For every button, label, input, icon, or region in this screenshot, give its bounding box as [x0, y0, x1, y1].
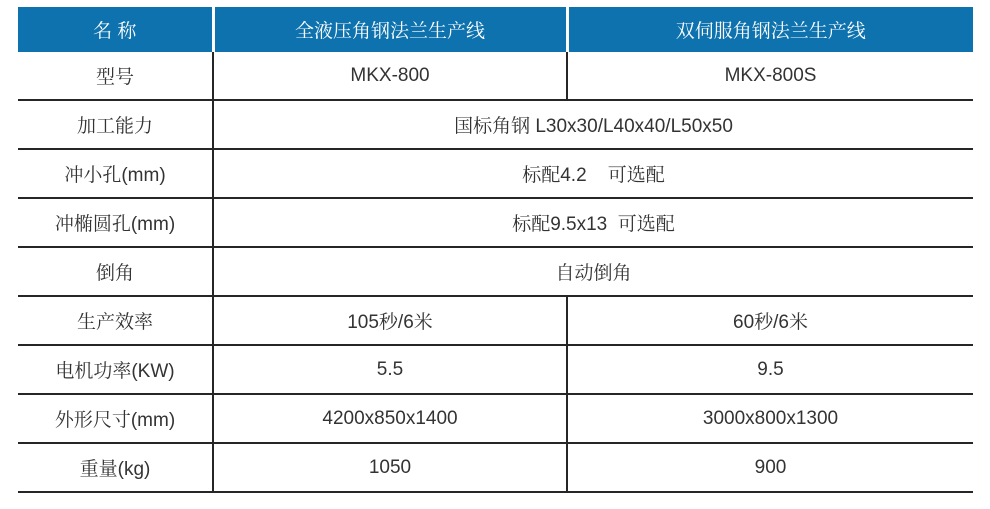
table-row-dimensions: [18, 394, 973, 443]
row-label: 外形尺寸(mm): [18, 394, 213, 443]
row-label: 重量(kg): [18, 443, 213, 492]
row-value-merged: 标配4.2 可选配: [213, 149, 973, 198]
table-row-efficiency: [18, 296, 973, 345]
row-label: 电机功率(KW): [18, 345, 213, 394]
table-row-oval-hole: [18, 198, 973, 247]
row-value-merged: 自动倒角: [213, 247, 973, 296]
table-row-weight: [18, 443, 973, 492]
row-value-merged: 标配9.5x13 可选配: [213, 198, 973, 247]
table-row-capacity: [18, 100, 973, 149]
header-row: [18, 7, 973, 52]
header-cell-product-1: 全液压角钢法兰生产线: [213, 7, 567, 52]
row-label: 生产效率: [18, 296, 213, 345]
row-label: 倒角: [18, 247, 213, 296]
product-spec-page: [0, 7, 990, 509]
row-value-product-1: 105秒/6米: [213, 296, 567, 345]
row-value-product-2: 900: [567, 443, 973, 492]
header-cell-name: 名 称: [18, 7, 213, 52]
row-value-product-1: 1050: [213, 443, 567, 492]
row-label: 冲小孔(mm): [18, 149, 213, 198]
row-label: 型号: [18, 52, 213, 100]
row-value-product-2: 60秒/6米: [567, 296, 973, 345]
row-label: 冲椭圆孔(mm): [18, 198, 213, 247]
row-value-product-2: 3000x800x1300: [567, 394, 973, 443]
row-value-product-1: MKX-800: [213, 52, 567, 100]
header-cell-product-2: 双伺服角钢法兰生产线: [567, 7, 973, 52]
table-row-motor-power: [18, 345, 973, 394]
row-label: 加工能力: [18, 100, 213, 149]
row-value-product-1: 5.5: [213, 345, 567, 394]
row-value-product-1: 4200x850x1400: [213, 394, 567, 443]
row-value-product-2: MKX-800S: [567, 52, 973, 100]
row-value-merged: 国标角钢 L30x30/L40x40/L50x50: [213, 100, 973, 149]
table-row-small-hole: [18, 149, 973, 198]
spec-table: [18, 7, 973, 493]
table-row-model: [18, 52, 973, 100]
table-row-chamfer: [18, 247, 973, 296]
row-value-product-2: 9.5: [567, 345, 973, 394]
